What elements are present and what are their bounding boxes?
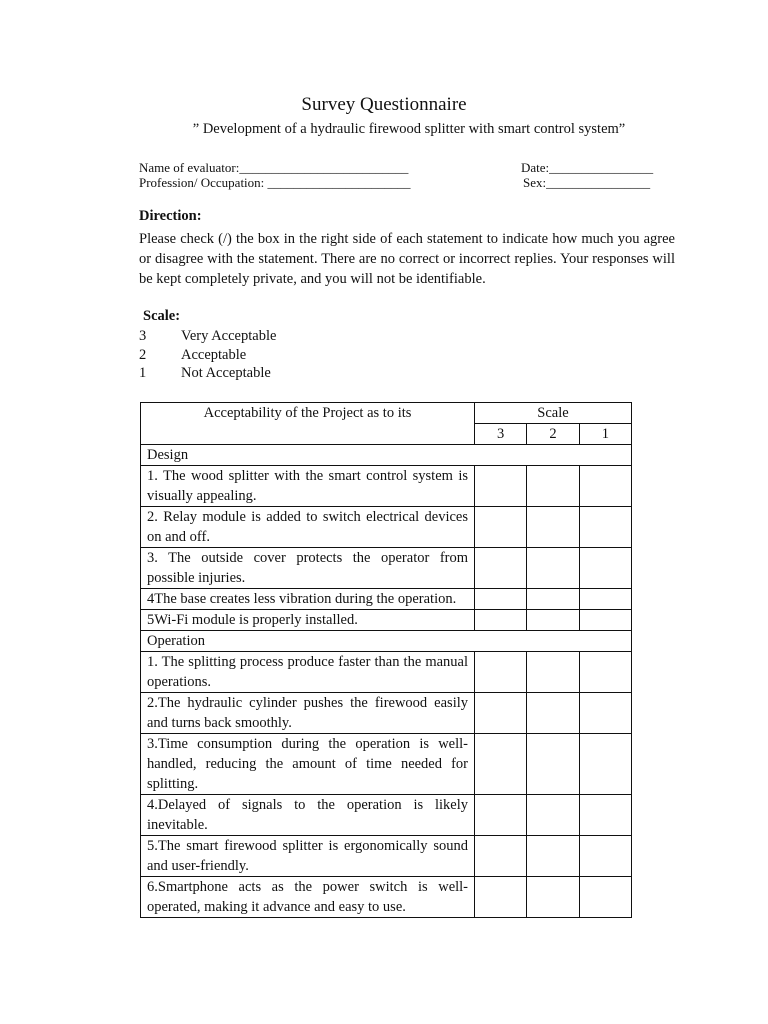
checkbox-1[interactable] [579, 877, 631, 918]
checkbox-3[interactable] [475, 734, 527, 795]
scale-value: 1 [139, 365, 147, 381]
table-header-scale: Scale [475, 403, 632, 424]
name-field: Name of evaluator:__________________________ [139, 160, 409, 175]
checkbox-1[interactable] [579, 795, 631, 836]
checkbox-3[interactable] [475, 836, 527, 877]
survey-table [140, 402, 632, 918]
table-row [141, 877, 632, 918]
section-row [141, 445, 632, 466]
table-row [141, 507, 632, 548]
scale-column-1: 1 [579, 424, 631, 445]
scale-value: 3 [139, 328, 147, 344]
checkbox-1[interactable] [579, 610, 631, 631]
direction-text: Please check (/) the box in the right side of each statement to indicate how much you agree or disagree with the statement. There are no correct or incorrect replies. Your responses will be kept completely private, and you will not be identifiable. [139, 231, 675, 287]
checkbox-3[interactable] [475, 610, 527, 631]
checkbox-1[interactable] [579, 836, 631, 877]
checkbox-3[interactable] [475, 877, 527, 918]
checkbox-3[interactable] [475, 795, 527, 836]
checkbox-2[interactable] [527, 610, 579, 631]
checkbox-1[interactable] [579, 466, 631, 507]
section-row [141, 631, 632, 652]
checkbox-1[interactable] [579, 734, 631, 795]
scale-label: Acceptable [181, 347, 247, 363]
checkbox-2[interactable] [527, 734, 579, 795]
direction-heading: Direction: [139, 208, 202, 224]
table-row [141, 466, 632, 507]
table-row [141, 652, 632, 693]
checkbox-2[interactable] [527, 589, 579, 610]
section-design: Design [141, 445, 632, 466]
checkbox-1[interactable] [579, 652, 631, 693]
scale-column-3: 3 [475, 424, 527, 445]
checkbox-2[interactable] [527, 693, 579, 734]
checkbox-1[interactable] [579, 507, 631, 548]
table-row [141, 734, 632, 795]
statement: 5Wi-Fi module is properly installed. [141, 610, 475, 631]
checkbox-2[interactable] [527, 466, 579, 507]
scale-column-2: 2 [527, 424, 579, 445]
statement: 2.The hydraulic cylinder pushes the firewood easily and turns back smoothly. [141, 693, 475, 734]
checkbox-3[interactable] [475, 693, 527, 734]
statement: 2. Relay module is added to switch electrical devices on and off. [141, 507, 475, 548]
statement: 4The base creates less vibration during the operation. [141, 589, 475, 610]
scale-item [139, 364, 271, 382]
table-header-statement: Acceptability of the Project as to its [141, 403, 475, 445]
scale-item [139, 346, 246, 364]
checkbox-1[interactable] [579, 589, 631, 610]
statement: 1. The wood splitter with the smart control system is visually appealing. [141, 466, 475, 507]
checkbox-2[interactable] [527, 652, 579, 693]
checkbox-2[interactable] [527, 836, 579, 877]
statement: 4.Delayed of signals to the operation is likely inevitable. [141, 795, 475, 836]
statement: 1. The splitting process produce faster than the manual operations. [141, 652, 475, 693]
checkbox-1[interactable] [579, 693, 631, 734]
checkbox-2[interactable] [527, 507, 579, 548]
page-subtitle [0, 121, 768, 138]
checkbox-1[interactable] [579, 548, 631, 589]
checkbox-2[interactable] [527, 877, 579, 918]
section-operation: Operation [141, 631, 632, 652]
scale-label: Not Acceptable [181, 365, 271, 381]
sex-field: Sex:________________ [523, 175, 651, 190]
scale-item [139, 327, 276, 345]
date-field: Date:________________ [521, 160, 654, 175]
checkbox-2[interactable] [527, 548, 579, 589]
checkbox-3[interactable] [475, 652, 527, 693]
table-row [141, 589, 632, 610]
checkbox-3[interactable] [475, 589, 527, 610]
table-row [141, 548, 632, 589]
checkbox-3[interactable] [475, 548, 527, 589]
scale-value: 2 [139, 347, 147, 363]
table-row [141, 610, 632, 631]
scale-heading: Scale: [143, 308, 181, 324]
table-row [141, 795, 632, 836]
statement: 3.Time consumption during the operation is well-handled, reducing the amount of time needed for splitting. [141, 734, 475, 795]
checkbox-3[interactable] [475, 466, 527, 507]
checkbox-3[interactable] [475, 507, 527, 548]
page-title: Survey Questionnaire [301, 94, 467, 115]
statement: 6.Smartphone acts as the power switch is well-operated, making it advance and easy to use. [141, 877, 475, 918]
statement: 5.The smart firewood splitter is ergonomically sound and user-friendly. [141, 836, 475, 877]
scale-label: Very Acceptable [181, 328, 277, 344]
profession-field: Profession/ Occupation: ______________________ [139, 175, 411, 190]
checkbox-2[interactable] [527, 795, 579, 836]
subtitle-text: ” Development of a hydraulic firewood splitter with smart control system” [192, 121, 626, 137]
table-row [141, 693, 632, 734]
statement: 3. The outside cover protects the operator from possible injuries. [141, 548, 475, 589]
table-row [141, 836, 632, 877]
